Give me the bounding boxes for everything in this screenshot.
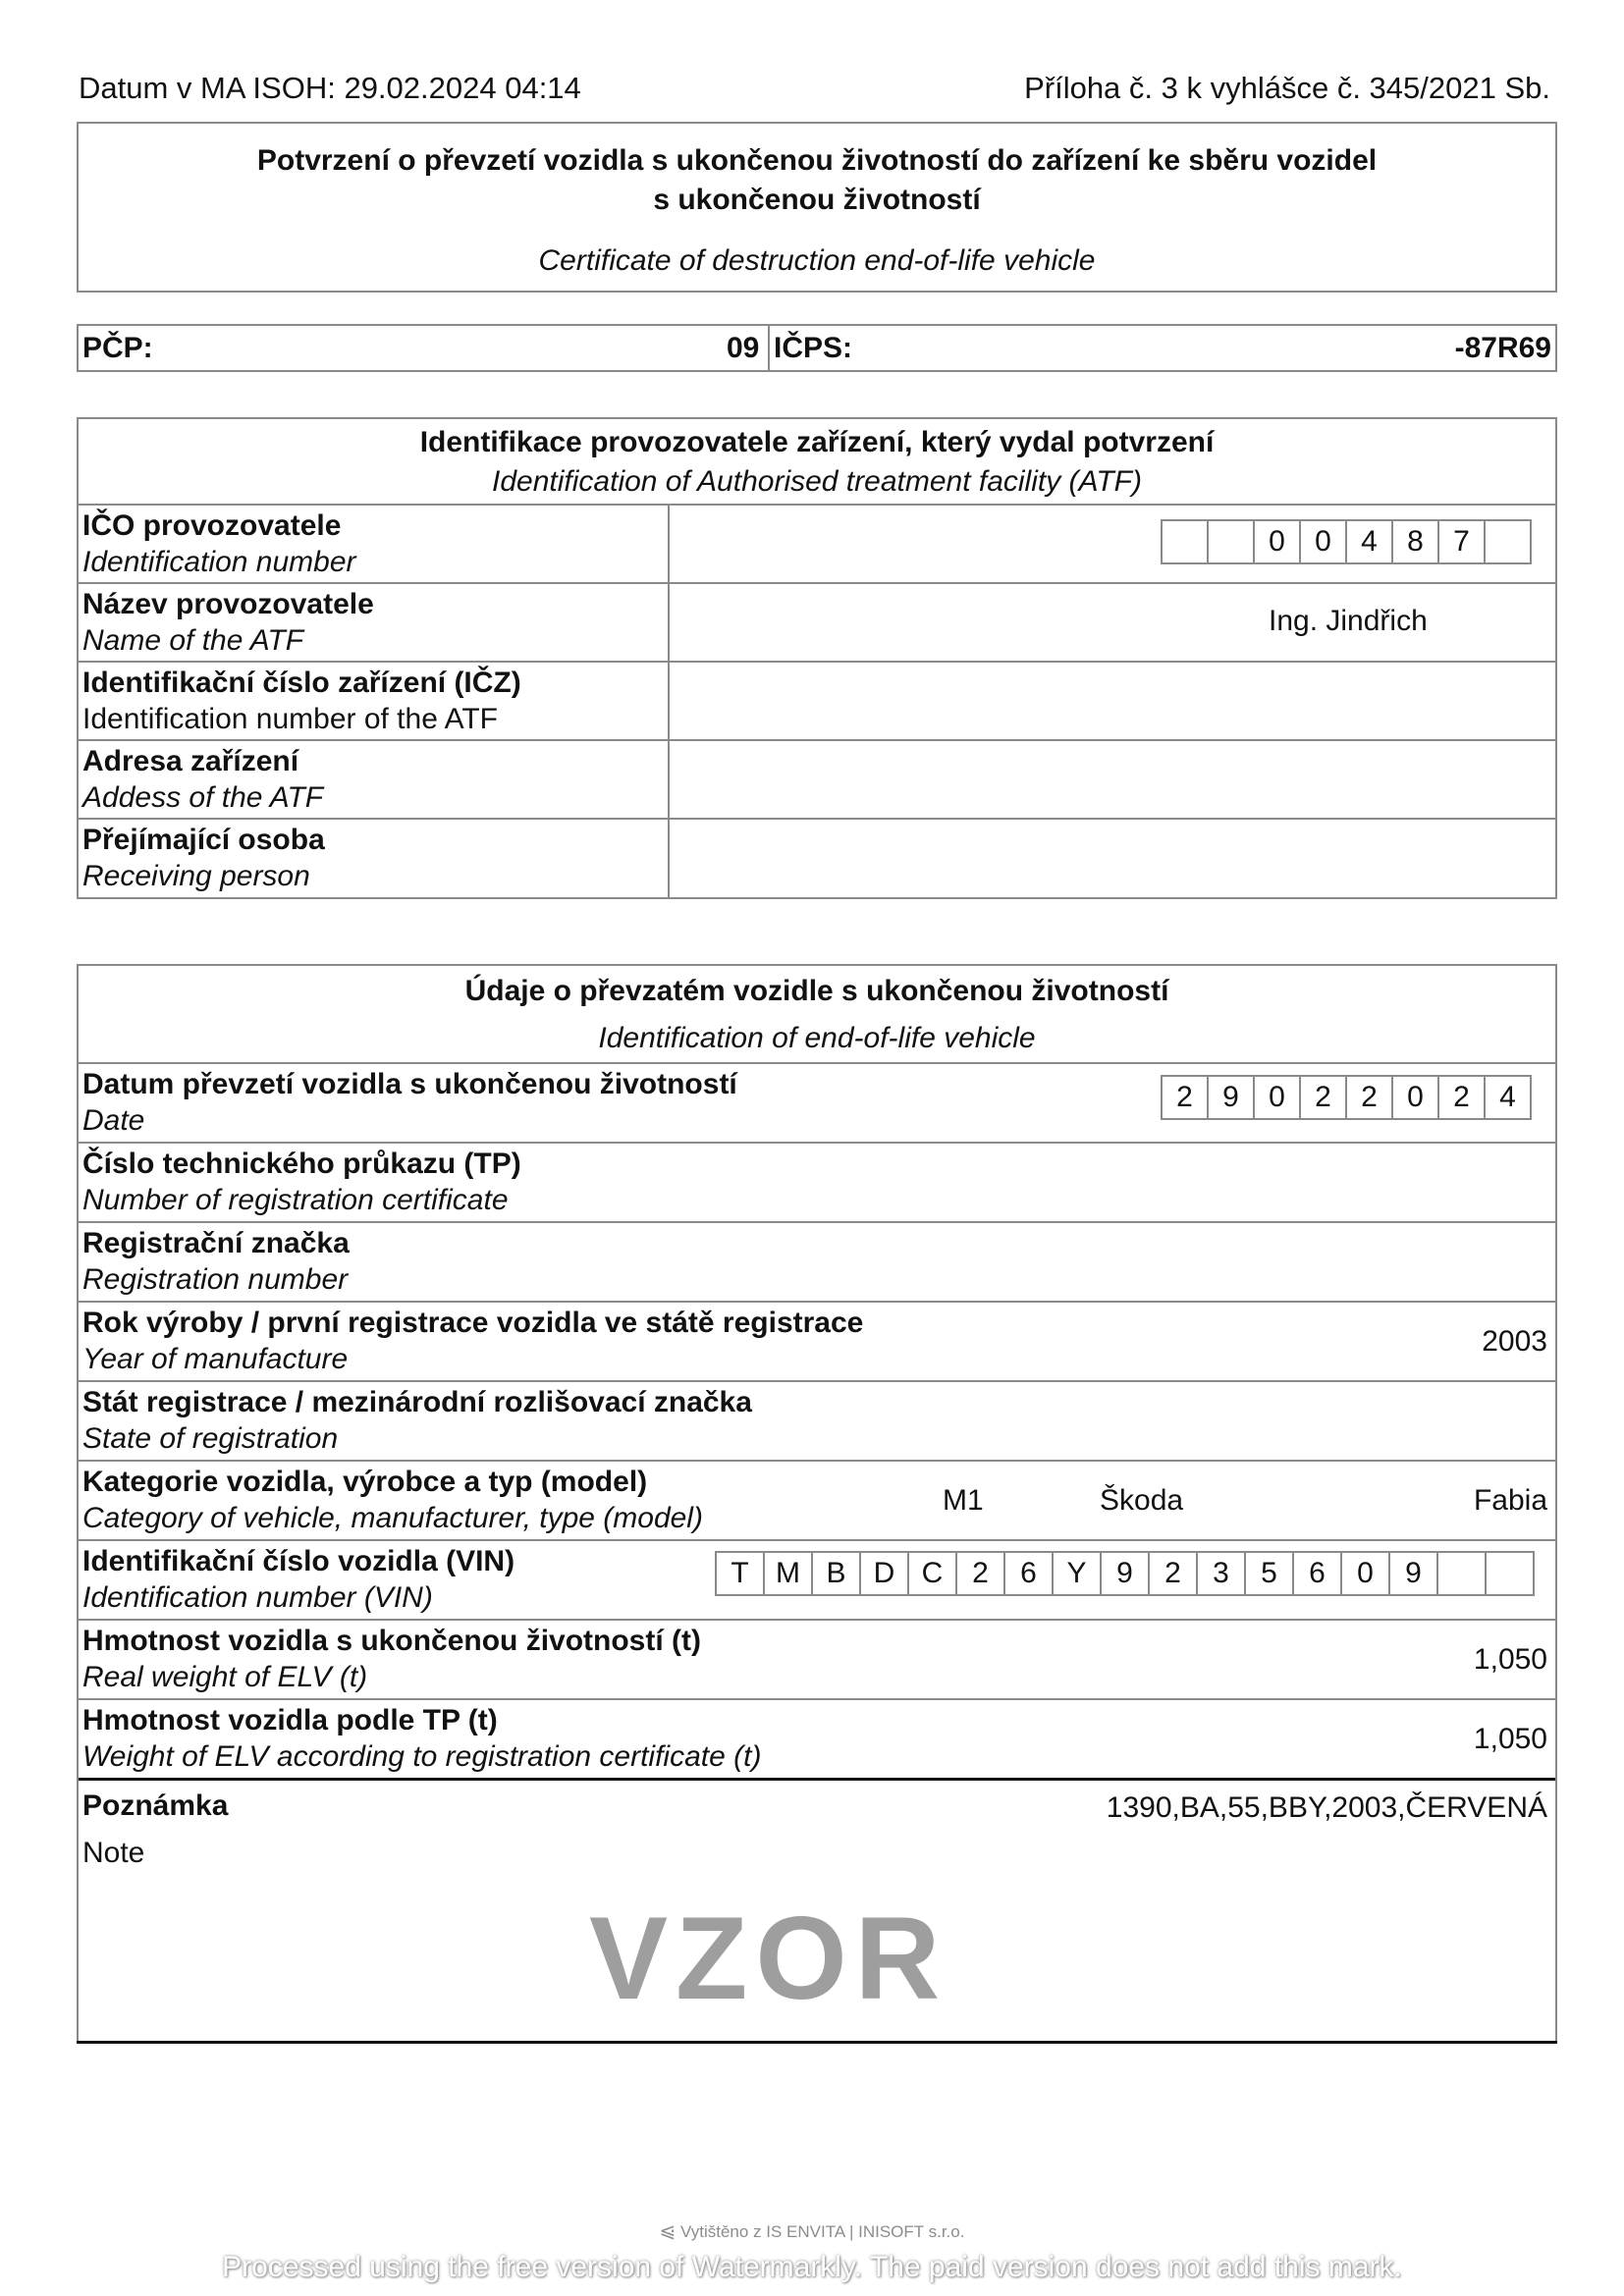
vin-char: D — [859, 1551, 909, 1596]
isoh-date: Datum v MA ISOH: 29.02.2024 04:14 — [79, 71, 581, 105]
date-digit: 4 — [1484, 1075, 1532, 1120]
vin-char: 6 — [1003, 1551, 1054, 1596]
row-label — [82, 1225, 350, 1298]
vehicle-row-tp-weight — [79, 1698, 1555, 1778]
divider — [668, 820, 670, 897]
row-label — [82, 743, 323, 816]
atf-heading-cz: Identifikace provozovatele zařízení, který vydal potvrzení — [419, 426, 1215, 458]
atf-heading — [79, 425, 1555, 500]
vehicle-row-category — [79, 1460, 1555, 1539]
row-label — [82, 1066, 737, 1139]
vehicle-row-registration — [79, 1221, 1555, 1301]
vehicle-row-date — [79, 1062, 1555, 1142]
row-label — [82, 1702, 761, 1775]
vin-char-boxes — [717, 1551, 1535, 1596]
label-en: Note — [82, 1837, 145, 1869]
real-weight-value: 1,050 — [1473, 1643, 1547, 1676]
row-label — [82, 1464, 703, 1536]
row-label — [82, 1783, 228, 1877]
label-en: Year of manufacture — [82, 1343, 349, 1375]
vehicle-heading — [79, 974, 1555, 1056]
row-label — [82, 1305, 863, 1377]
row-label — [82, 1146, 521, 1218]
label-cz: Datum převzetí vozidla s ukončenou životností — [82, 1068, 737, 1100]
date-digit-boxes — [1163, 1075, 1532, 1120]
date-digit: 0 — [1391, 1075, 1439, 1120]
divider — [668, 506, 670, 582]
label-cz: Stát registrace / mezinárodní rozlišovací značka — [82, 1386, 752, 1418]
manufacturer-value: Škoda — [1100, 1484, 1184, 1517]
label-en: Registration number — [82, 1263, 349, 1296]
divider — [668, 584, 670, 661]
printed-by-footer — [0, 2220, 1624, 2243]
row-label — [82, 1384, 752, 1457]
label-en: Receiving person — [82, 860, 310, 892]
label-en: Real weight of ELV (t) — [82, 1661, 368, 1693]
label-cz: Hmotnost vozidla s ukončenou životností (t) — [82, 1625, 701, 1657]
atf-section — [77, 417, 1557, 899]
ico-digit — [1207, 519, 1255, 564]
note-bottom-border — [77, 2041, 1557, 2044]
watermarkly-notice: Processed using the free version of Watermarkly. The paid version does not add this mark. — [222, 2251, 1402, 2283]
label-en: Addess of the ATF — [82, 781, 324, 814]
model-value: Fabia — [1473, 1484, 1547, 1517]
label-en: Category of vehicle, manufacturer, type (model) — [82, 1502, 703, 1534]
label-en: Identification number (VIN) — [82, 1581, 433, 1614]
row-label — [82, 1543, 514, 1616]
document-title — [79, 141, 1555, 220]
ico-digit: 0 — [1253, 519, 1301, 564]
divider — [668, 741, 670, 818]
vehicle-row-year — [79, 1301, 1555, 1380]
pcp-value: 09 — [727, 332, 760, 364]
ico-digit — [1484, 519, 1532, 564]
atf-row-address — [79, 739, 1555, 818]
document-title-box — [77, 122, 1557, 293]
row-label — [82, 586, 374, 659]
annex-reference: Příloha č. 3 k vyhlášce č. 345/2021 Sb. — [1024, 71, 1550, 105]
vehicle-section — [77, 964, 1557, 2044]
atf-row-receiving-person — [79, 818, 1555, 897]
row-label — [82, 665, 521, 737]
label-cz: Kategorie vozidla, výrobce a typ (model) — [82, 1466, 648, 1498]
label-en: Date — [82, 1104, 145, 1137]
vin-char — [1485, 1551, 1535, 1596]
vin-char: 3 — [1196, 1551, 1246, 1596]
label-cz: Poznámka — [82, 1789, 229, 1822]
date-digit: 0 — [1253, 1075, 1301, 1120]
ico-digit: 4 — [1345, 519, 1393, 564]
divider — [768, 326, 770, 370]
divider — [668, 663, 670, 739]
label-cz: Rok výroby / první registrace vozidla ve státě registrace — [82, 1307, 864, 1339]
vzor-watermark: VZOR — [589, 1893, 948, 2024]
category-value: M1 — [943, 1484, 984, 1517]
label-cz: Identifikační číslo vozidla (VIN) — [82, 1545, 515, 1577]
vin-char: 9 — [1100, 1551, 1150, 1596]
row-label — [82, 507, 356, 580]
vin-char: C — [907, 1551, 957, 1596]
label-en: Identification number — [82, 546, 356, 578]
date-digit: 2 — [1345, 1075, 1393, 1120]
label-en: Number of registration certificate — [82, 1184, 509, 1216]
atf-row-ico — [79, 504, 1555, 582]
label-en: Weight of ELV according to registration certificate (t) — [82, 1740, 762, 1773]
vehicle-row-note — [79, 1778, 1555, 2042]
date-digit: 2 — [1299, 1075, 1347, 1120]
label-cz: Registrační značka — [82, 1227, 350, 1259]
pcp-label: PČP: — [82, 332, 153, 364]
label-cz: Identifikační číslo zařízení (IČZ) — [82, 667, 521, 699]
document-subtitle-en: Certificate of destruction end-of-life vehicle — [538, 244, 1096, 277]
label-en: Identification number of the ATF — [82, 703, 499, 735]
atf-row-name — [79, 582, 1555, 661]
vin-char: M — [763, 1551, 813, 1596]
label-cz: Adresa zařízení — [82, 745, 299, 777]
atf-name-value: Ing. Jindřich — [1269, 605, 1428, 637]
vin-char: 0 — [1340, 1551, 1390, 1596]
ico-digit: 0 — [1299, 519, 1347, 564]
vin-char: 9 — [1388, 1551, 1438, 1596]
vin-char: B — [811, 1551, 861, 1596]
atf-row-icz — [79, 661, 1555, 739]
icps-label: IČPS: — [774, 332, 853, 364]
label-en: State of registration — [82, 1422, 339, 1455]
note-value: 1390,BA,55,BBY,2003,ČERVENÁ — [1106, 1791, 1547, 1824]
label-cz: Číslo technického průkazu (TP) — [82, 1148, 521, 1180]
ico-digit: 8 — [1391, 519, 1439, 564]
vehicle-row-vin — [79, 1539, 1555, 1619]
vin-char — [1436, 1551, 1487, 1596]
vehicle-row-state — [79, 1380, 1555, 1460]
vin-char: Y — [1052, 1551, 1102, 1596]
printed-by-text: Vytištěno z IS ENVITA | INISOFT s.r.o. — [680, 2222, 965, 2241]
atf-heading-en: Identification of Authorised treatment facility (ATF) — [492, 465, 1142, 498]
icps-value: -87R69 — [1454, 332, 1551, 364]
row-label — [82, 822, 325, 894]
vin-char: T — [715, 1551, 765, 1596]
vin-char: 5 — [1244, 1551, 1294, 1596]
year-value: 2003 — [1482, 1325, 1547, 1358]
document-title-line2: s ukončenou životností — [653, 184, 981, 216]
ico-digit-boxes — [1163, 519, 1532, 564]
date-digit: 2 — [1161, 1075, 1209, 1120]
label-cz: Přejímající osoba — [82, 824, 325, 856]
date-digit: 2 — [1437, 1075, 1486, 1120]
ico-digit: 7 — [1437, 519, 1486, 564]
label-cz: Hmotnost vozidla podle TP (t) — [82, 1704, 498, 1736]
vin-char: 2 — [955, 1551, 1005, 1596]
row-label — [82, 1623, 701, 1695]
vehicle-row-real-weight — [79, 1619, 1555, 1698]
envita-logo-icon: ⩿ — [659, 2220, 677, 2242]
document-title-line1: Potvrzení o převzetí vozidla s ukončenou životností do zařízení ke sběru vozidel — [256, 144, 1378, 177]
reference-row — [77, 324, 1557, 372]
vin-char: 6 — [1292, 1551, 1342, 1596]
tp-weight-value: 1,050 — [1473, 1723, 1547, 1755]
vehicle-heading-cz: Údaje o převzatém vozidle s ukončenou životností — [464, 975, 1169, 1007]
vehicle-row-tp — [79, 1142, 1555, 1221]
ico-digit — [1161, 519, 1209, 564]
vin-char: 2 — [1148, 1551, 1198, 1596]
vehicle-heading-en: Identification of end-of-life vehicle — [598, 1022, 1036, 1054]
date-digit: 9 — [1207, 1075, 1255, 1120]
label-cz: Název provozovatele — [82, 588, 374, 620]
label-en: Name of the ATF — [82, 624, 304, 657]
label-cz: IČO provozovatele — [82, 509, 342, 542]
